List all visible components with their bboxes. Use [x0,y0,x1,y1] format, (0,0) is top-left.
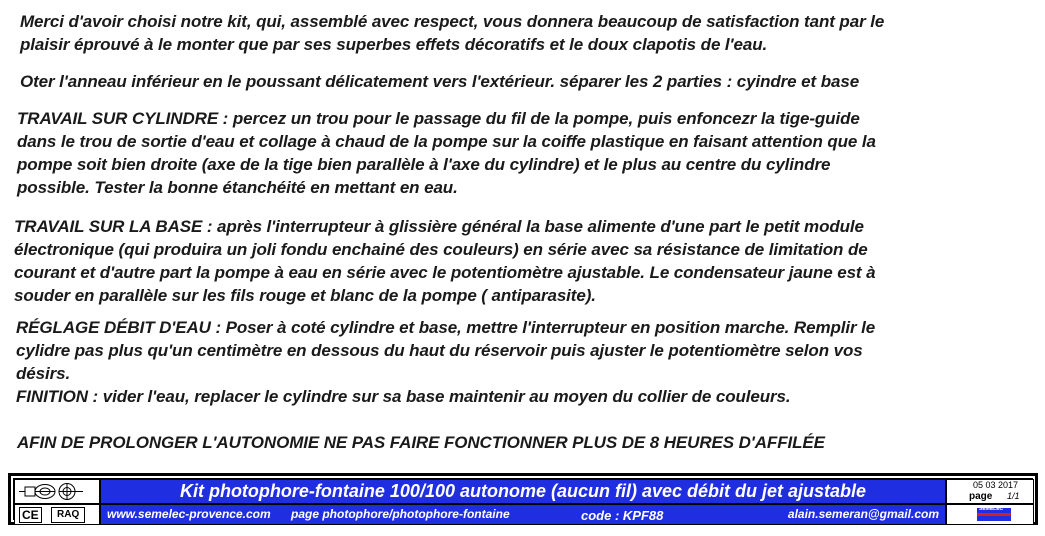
company-logo [14,479,100,504]
text-line: TRAVAIL SUR LA BASE : après l'interrupteur à glissière général la base alimente d'une part le petit module [14,217,864,236]
document-title: Kit photophore-fontaine 100/100 autonome (aucun fil) avec débit du jet ajustable [100,479,946,504]
document-date: 05 03 2017 [973,480,1019,490]
warning-paragraph [17,431,1045,454]
text-line: Merci d'avoir choisi notre kit, qui, assemblé avec respect, vous donnera beaucoup de satisfaction tant par le [20,12,885,31]
product-code: code : KPF88 [581,508,664,523]
ce-mark: CE [19,507,42,523]
date-page-cell [946,479,1034,504]
text-line: RÉGLAGE DÉBIT D'EAU : Poser à coté cylindre et base, mettre l'interrupteur en position marche. Remplir le [16,318,876,337]
text-line: courant et d'autre part la pompe à eau en série avec le potentiomètre ajustable. Le condensateur jaune est à [14,263,876,282]
page-path: page photophore/photophore-fontaine [291,507,510,521]
text-line: FINITION : vider l'eau, replacer le cylindre sur sa base maintenir au moyen du collier de couleurs. [16,387,791,406]
reglage-paragraph [16,316,1045,408]
text-line: cylidre pas plus qu'un centimètre en dessous du haut du réservoir puis ajuster le potentiomètre selon vos [16,341,863,360]
raq-mark: RAQ [51,507,85,523]
warning-text: AFIN DE PROLONGER L'AUTONOMIE NE PAS FAIRE FONCTIONNER PLUS DE 8 HEURES D'AFFILÉE [17,433,825,452]
page-number: 1/1 [1007,491,1020,501]
cylindre-paragraph [17,107,1045,199]
page-label: page [969,491,993,502]
text-line: plaisir éprouvé à le monter que par ses superbes effets décoratifs et le doux clapotis de l'eau. [20,35,768,54]
brand-logo-text: SEMELEC [979,506,1004,512]
footer-info [100,504,946,525]
email-link[interactable]: alain.semeran@gmail.com [787,507,939,521]
intro-paragraph [20,10,1045,56]
certification-marks [14,504,100,525]
text-line: électronique (qui produira un joli fondu enchainé des couleurs) en série avec sa résistance de limitation de [14,240,868,259]
connector-logo-icon [15,480,99,503]
text-line: pompe soit bien droite (axe de la tige bien parallèle à l'axe du cylindre) et le plus au centre du cylindre [17,155,831,174]
title-block [8,473,1038,525]
text-line: Oter l'anneau inférieur en le poussant délicatement vers l'extérieur. séparer les 2 parties : cyindre et base [20,72,860,91]
text-line: possible. Tester la bonne étanchéité en mettant en eau. [17,178,458,197]
text-line: TRAVAIL SUR CYLINDRE : percez un trou pour le passage du fil de la pompe, puis enfoncezr la tige-guide [17,109,860,128]
text-line: désirs. [16,364,71,383]
text-line: dans le trou de sortie d'eau et collage à chaud de la pompe sur la coiffe plastique en faisant attention que la [17,132,876,151]
website-link[interactable]: www.semelec-provence.com [107,507,271,521]
base-paragraph [14,215,1045,307]
brand-logo [946,504,1034,525]
step1-paragraph [20,70,1045,93]
text-line: souder en parallèle sur les fils rouge et blanc de la pompe ( antiparasite). [14,286,596,305]
